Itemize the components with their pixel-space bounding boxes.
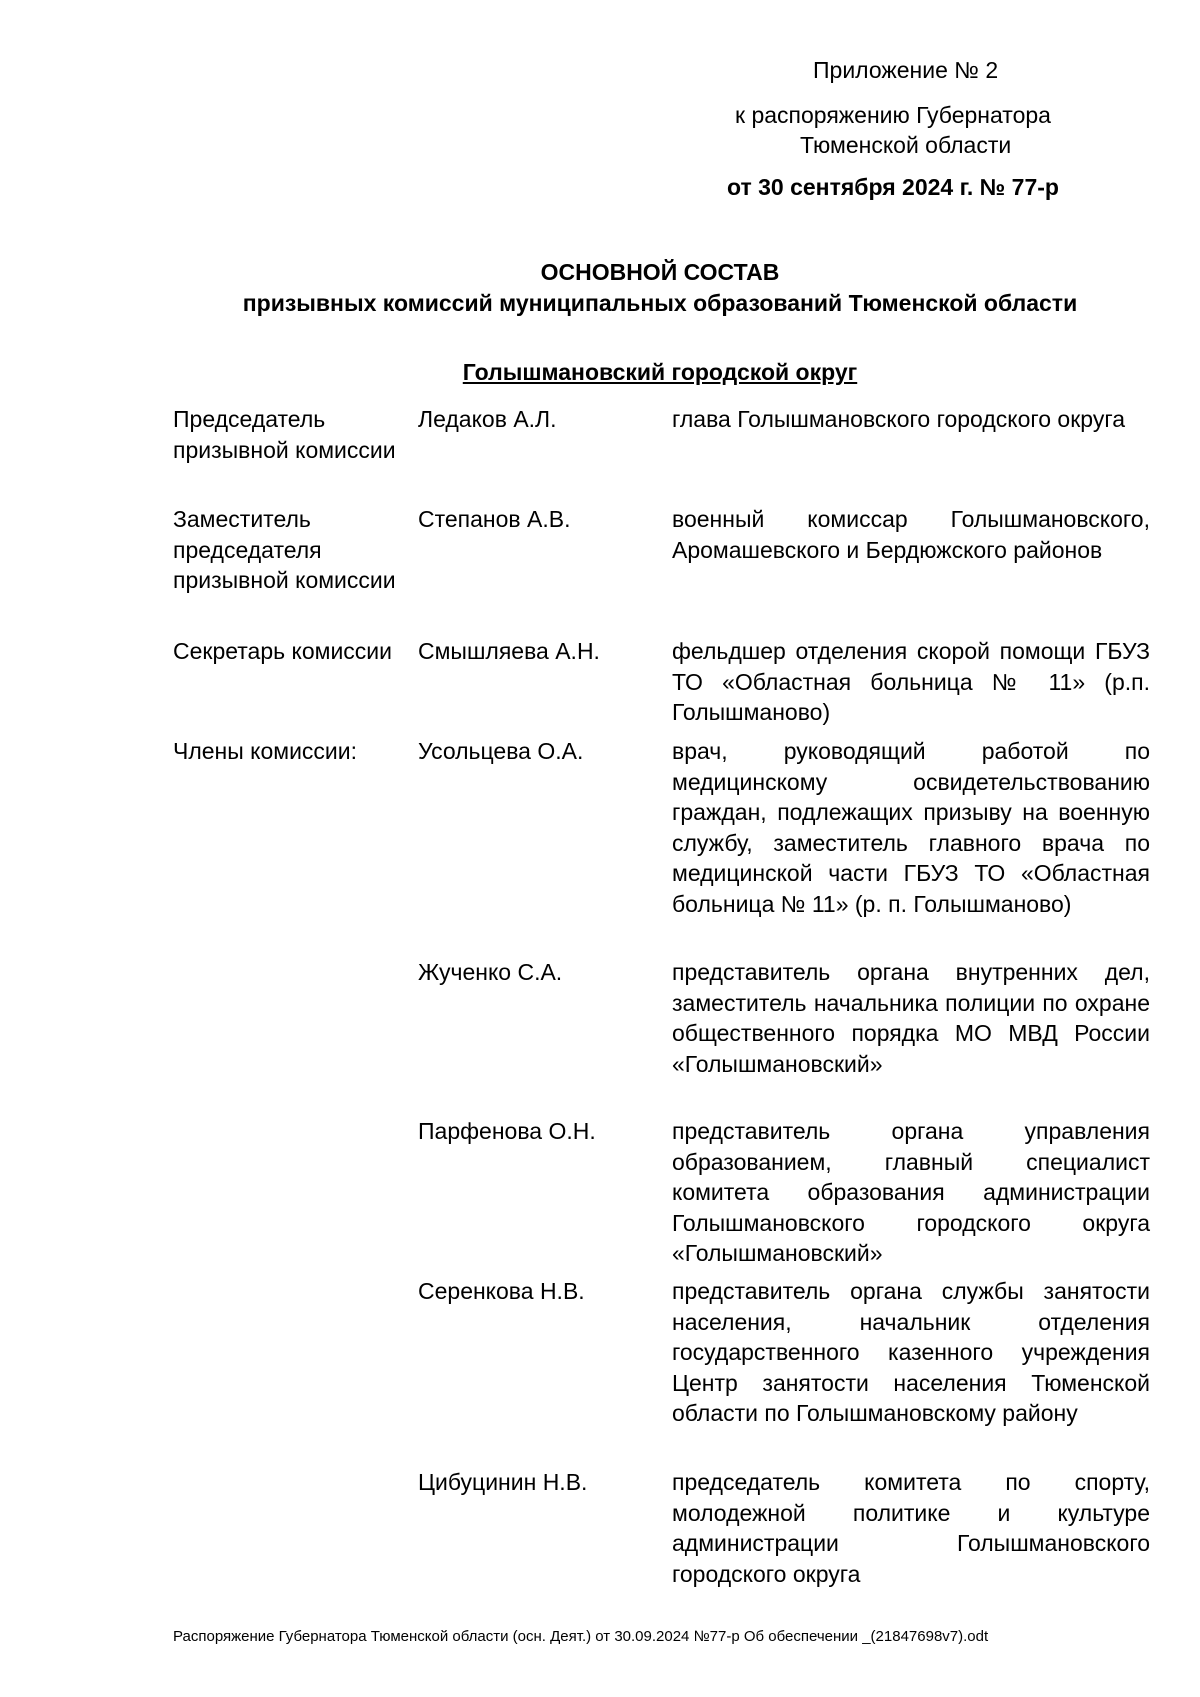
member-position: глава Голышмановского городского округа [672,406,1125,432]
member-name: Усольцева О.А. [418,738,584,764]
member-position: представитель органа управления образованием, главный специалист комитета образования администрации Голышмановского городского округа «Голышмановский» [672,1118,1150,1266]
member-name: Степанов А.В. [418,506,571,532]
member-name: Цибуцинин Н.В. [418,1469,588,1495]
footer-file-reference: Распоряжение Губернатора Тюменской области (осн. Деят.) от 30.09.2024 №77-р Об обеспечении _(21847698v7).odt [173,1628,989,1645]
member-position: представитель органа службы занятости населения, начальник отделения государственного казенного учреждения Центр занятости населения Тюменской области по Голышмановскому району [672,1278,1150,1426]
member-name: Жученко С.А. [418,959,563,985]
section-heading: Голышмановский городской округ [462,359,858,385]
member-role: Председатель призывной комиссии [173,406,396,463]
document-subtitle: призывных комиссий муниципальных образований Тюменской области [242,290,1078,316]
member-role: Члены комиссии: [173,738,358,764]
order-date-number: от 30 сентября 2024 г. № 77-р [727,174,1059,200]
document-title: ОСНОВНОЙ СОСТАВ [540,259,780,285]
order-reference-line1: к распоряжению Губернатора [735,102,1051,128]
member-name: Парфенова О.Н. [418,1118,596,1144]
member-name: Смышляева А.Н. [418,638,600,664]
member-role: Заместитель председателя призывной комиссии [173,506,396,593]
member-name: Ледаков А.Л. [418,406,557,432]
member-position: представитель органа внутренних дел, заместитель начальника полиции по охране общественного порядка МО МВД России «Голышмановский» [672,959,1150,1077]
member-position: врач, руководящий работой по медицинскому освидетельствованию граждан, подлежащих призыву на военную службу, заместитель главного врача по медицинской части ГБУЗ ТО «Областная больница № 11» (р. п. Голышманово) [672,738,1150,917]
member-role: Секретарь комиссии [173,638,392,664]
member-position: фельдшер отделения скорой помощи ГБУЗ ТО «Областная больница № 11» (р.п. Голышманово) [672,638,1150,725]
appendix-label: Приложение № 2 [813,57,999,83]
order-reference-line2: Тюменской области [800,132,1012,158]
member-name: Серенкова Н.В. [418,1278,585,1304]
member-position: военный комиссар Голышмановского, Аромашевского и Бердюжского районов [672,506,1150,563]
member-position: председатель комитета по спорту, молодежной политике и культуре администрации Голышмановского городского округа [672,1469,1150,1587]
